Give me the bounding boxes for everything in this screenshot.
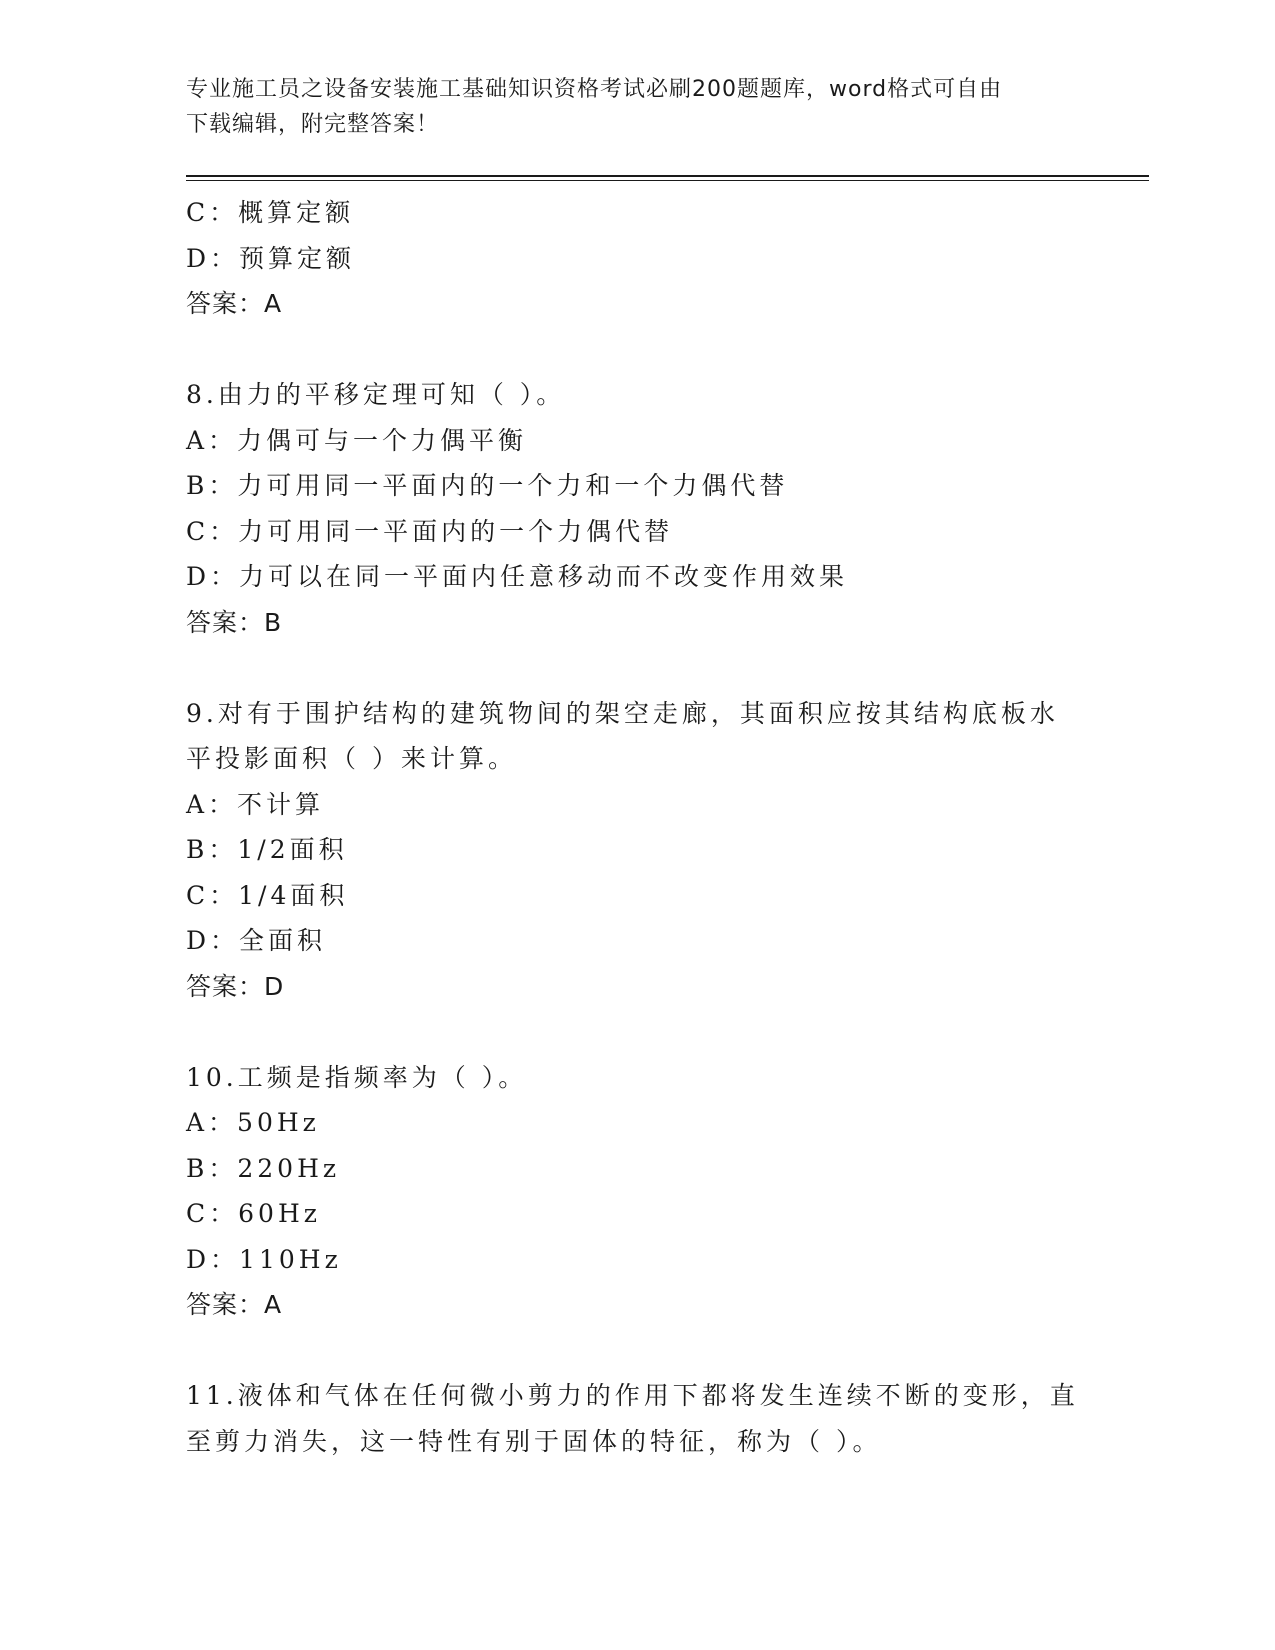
option-b: B：1/2面积 [186, 835, 348, 864]
question-block-7-tail [186, 190, 1086, 327]
header-line-1: 专业施工员之设备安装施工基础知识资格考试必刷200题题库，word格式可自由 [186, 77, 1003, 102]
option-a: A：不计算 [186, 789, 325, 819]
question-block-10 [186, 1055, 1086, 1328]
question-text: 8.由力的平移定理可知（ ）。 [186, 380, 566, 409]
option-d: D：全面积 [186, 926, 327, 955]
question-list [186, 190, 1086, 1464]
answer: 答案：D [186, 971, 285, 1001]
option-a: A：50Hz [186, 1108, 320, 1137]
option-c: C：1/4面积 [186, 880, 349, 910]
header-line-2: 下载编辑，附完整答案！ [186, 112, 440, 137]
option-d: D：110Hz [186, 1244, 342, 1274]
option-c: C：60Hz [186, 1199, 321, 1228]
question-text-line-1: 11.液体和气体在任何微小剪力的作用下都将发生连续不断的变形，直 [186, 1381, 1079, 1410]
question-block-11 [186, 1373, 1086, 1464]
option-a: A：力偶可与一个力偶平衡 [186, 425, 528, 455]
option-d: D：预算定额 [186, 243, 356, 273]
question-text: 10.工频是指频率为（ ）。 [186, 1062, 528, 1092]
option-b: B：220Hz [186, 1153, 341, 1183]
header-divider [186, 175, 1149, 181]
question-text-line-2: 平投影面积（ ）来计算。 [186, 744, 517, 773]
option-b: B：力可用同一平面内的一个力和一个力偶代替 [186, 471, 789, 500]
question-text-line-1: 9.对有于围护结构的建筑物间的架空走廊，其面积应按其结构底板水 [186, 698, 1059, 728]
option-c: C：力可用同一平面内的一个力偶代替 [186, 516, 674, 546]
question-block-8 [186, 372, 1086, 645]
option-c: C：概算定额 [186, 198, 355, 227]
answer: 答案：A [186, 289, 283, 318]
question-block-9 [186, 691, 1086, 1010]
option-d: D：力可以在同一平面内任意移动而不改变作用效果 [186, 562, 849, 591]
question-text-line-2: 至剪力消失，这一特性有别于固体的特征，称为（ ）。 [186, 1426, 882, 1456]
answer: 答案：A [186, 1290, 283, 1319]
answer: 答案：B [186, 607, 283, 637]
document-header [186, 72, 1066, 142]
